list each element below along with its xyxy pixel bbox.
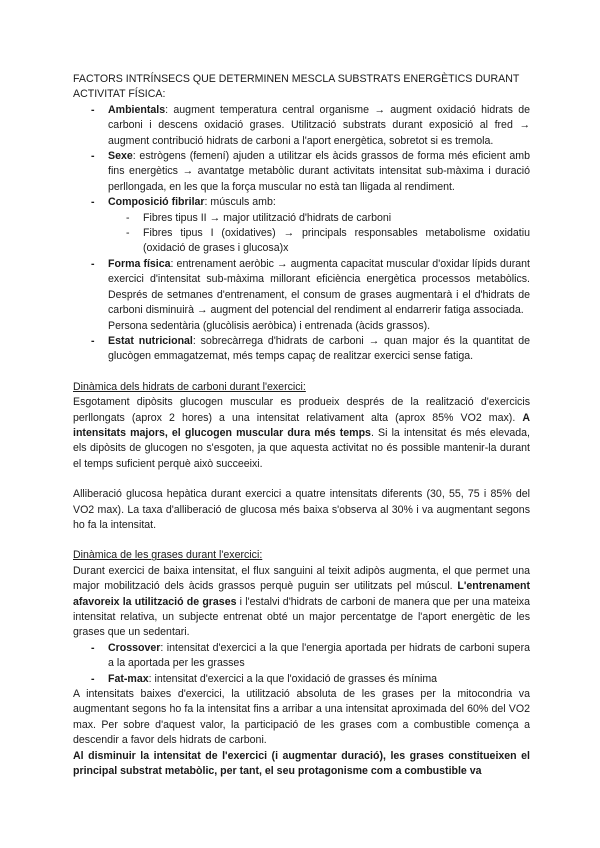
fats-text: Durant exercici de baixa intensitat, el flux sanguini al teixit adipòs augmenta, el que permet una major mobilització dels àcids grassos perquè puguin ser utilitzats pel múscul.	[73, 564, 530, 593]
list-item	[73, 672, 530, 687]
fats-bold-text: L'entrenament afavoreix la utilització de grases	[73, 580, 530, 608]
factor-text: : sobrecàrrega d'hidrats de carboni → quan major és la quantitat de glucògen emmagatzemat, més temps capaç de realitzar exercici sense fatiga.	[108, 334, 530, 363]
fiber-sublist	[108, 211, 530, 257]
document-page	[73, 72, 530, 779]
factor-term: Forma física	[108, 257, 171, 270]
factor-term: Composició fibrilar	[108, 196, 205, 209]
carbs-heading: Dinàmica dels hidrats de carboni durant l'exercici:	[73, 380, 306, 393]
factor-extra: Persona sedentària (glucòlisis aeròbica) i entrenada (àcids grassos).	[108, 319, 431, 332]
list-item	[73, 334, 530, 365]
factors-list	[73, 103, 530, 365]
fats-item-text: : intensitat d'exercici a la que l'energia aportada per hidrats de carboni supera a la aportada per les grasses	[108, 641, 530, 670]
carbs-text: Esgotament dipòsits glucogen muscular es produeix després de la realització d'exercicis perllongats (aprox 2 hores) a una intensitat relativament alta (aprox 85% VO2 max).	[73, 396, 530, 424]
fats-heading: Dinàmica de les grases durant l'exercici:	[73, 549, 263, 562]
factor-term: Ambientals	[108, 103, 166, 116]
carbs-text: . Si la intensitat és més elevada, els dipòsits de glucogen no s'esgoten, ja que aquesta activitat no és possible mantenir-la durant el temps suficient perquè això succeeixi.	[73, 426, 530, 470]
fats-bold-text: Al disminuir la intensitat de l'exercici (i augmentar duració), les grases constitueixen el principal substrat metabòlic, per tant, el seu protagonisme com a combustible va	[73, 749, 530, 778]
list-item	[73, 103, 530, 149]
fats-paragraph-1	[73, 564, 530, 641]
factor-term: Estat nutricional	[108, 334, 193, 347]
sub-list-item: - Fibres tipus II → major utilització d'hidrats de carboni	[108, 211, 530, 226]
fats-text: i l'estalvi d'hidrats de carboni de manera que per una mateixa intensitat relativa, un subjecte entrenat obté un major percentatge de l'aport energètic de les grases que un sedentari.	[73, 595, 530, 639]
factor-text: : estrògens (femení) ajuden a utilitzar els àcids grassos de forma més eficient amb fins energètics → avantatge metabòlic durant activitats intensitat sub-màxima i duració perllongada, en les que la força muscular no està tan lligada al rendiment.	[108, 150, 530, 193]
list-item	[73, 195, 530, 257]
factor-term: Sexe	[108, 150, 133, 163]
fats-paragraph-4	[73, 749, 530, 780]
fats-paragraph-3: A intensitats baixes d'exercici, la utilització absoluta de les grases per la mitocondria va augmentant segons ho fa la intensitat fins a arribar a una intensitat aproximada del 60% del VO2 max. Per sobre d'aquest valor, la participació de les grases com a combustible comença a descendir a favor dels hidrats de carboni.	[73, 688, 530, 747]
factor-text: : augment temperatura central organisme → augment oxidació hidrats de carboni i descens oxidació grases. Utilització substrats durant exposició al fred → augment contribució hidrats de carboni a l'aport energètica, sobretot si es tremola.	[108, 103, 530, 147]
factor-text: : músculs amb:	[204, 196, 276, 209]
fats-list	[73, 641, 530, 687]
fats-term: Fat-max	[108, 672, 149, 685]
carbs-paragraph-1	[73, 395, 530, 472]
sub-list-item: - Fibres tipus I (oxidatives) → principals responsables metabolisme oxidatiu (oxidació de grases i glucosa)x	[108, 226, 530, 257]
page-title: FACTORS INTRÍNSECS QUE DETERMINEN MESCLA SUBSTRATS ENERGÈTICS DURANT ACTIVITAT FÍSICA:	[73, 73, 520, 101]
list-item	[73, 149, 530, 195]
fats-item-text: : intensitat d'exercici a la que l'oxidació de grasses és mínima	[148, 672, 438, 685]
list-item	[73, 641, 530, 672]
fats-term: Crossover	[108, 641, 161, 654]
factor-text: : entrenament aeròbic → augmenta capacitat muscular d'oxidar lípids durant exercici d'intensitat sub-màxima millorant eficiència energètica processos metabòlics. Després de setmanes d'entrenament, el consum de grases augmentarà i el d'hidrats de carboni disminuirà → augment del potencial del rendiment al endarrerir fatiga associada.	[108, 257, 530, 317]
carbs-paragraph-2: Alliberació glucosa hepàtica durant exercici a quatre intensitats diferents (30, 55, 75 i 85% del VO2 max). La taxa d'alliberació de glucosa més baixa s'observa al 30% i va augmentant segons ho fa la intensitat.	[73, 488, 530, 531]
list-item	[73, 257, 530, 334]
carbs-bold-text: A intensitats majors, el glucogen muscular dura més temps	[73, 411, 530, 439]
